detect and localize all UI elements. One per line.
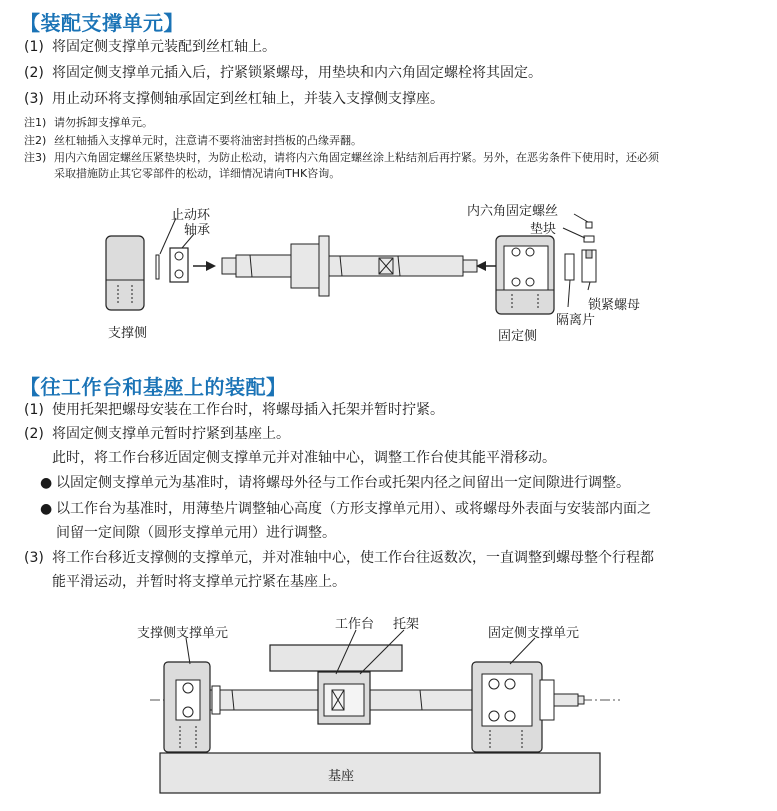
label-lock-nut: 锁紧螺母 — [588, 298, 641, 313]
section1-step-1: (1) 将固定侧支撑单元装配到丝杠轴上。 — [24, 39, 276, 55]
label-fixed-side: 固定侧 — [498, 329, 538, 344]
label-support-unit: 支撑侧支撑单元 — [137, 626, 229, 641]
note-3-cont: 采取措施防止其它零部件的松动，详细情况请向THK咨询。 — [54, 167, 341, 180]
label-collar: 隔离片 — [556, 313, 596, 328]
base-part — [160, 753, 600, 793]
section2-bullet-2-cont: 间留一定间隙（圆形支撑单元用）进行调整。 — [56, 525, 336, 541]
table-part — [270, 645, 402, 671]
section2-bullet-2: ● 以工作台为基准时，用薄垫片调整轴心高度（方形支撑单元用）、或将螺母外表面与安装部内面之 — [40, 501, 651, 517]
label-support-side: 支撑侧 — [108, 326, 148, 341]
nut-bracket — [318, 672, 370, 724]
label-bearing: 轴承 — [184, 223, 211, 238]
note-1: 注1) 请勿拆卸支撑单元。 — [24, 116, 153, 129]
section1-step-2: (2) 将固定侧支撑单元插入后，拧紧锁紧螺母，用垫块和内六角固定螺栓将其固定。 — [24, 65, 542, 81]
section2-step-2-cont: 此时，将工作台移近固定侧支撑单元并对准轴中心，调整工作台使其能平滑移动。 — [52, 450, 556, 466]
label-stop-ring: 止动环 — [171, 208, 211, 223]
section2-step-3: (3) 将工作台移近支撑侧的支撑单元，并对准轴中心，使工作台往返数次，一直调整到螺母整个行程都 — [24, 550, 654, 566]
label-spacer-block: 垫块 — [530, 222, 557, 237]
section1-step-3: (3) 用止动环将支撑侧轴承固定到丝杠轴上，并装入支撑侧支撑座。 — [24, 91, 444, 107]
section2-step-2: (2) 将固定侧支撑单元暂时拧紧到基座上。 — [24, 426, 290, 442]
note-3: 注3) 用内六角固定螺丝压紧垫块时，为防止松动，请将内六角固定螺丝涂上粘结剂后再拧紧。另外，在恶劣条件下使用时，还必须 — [24, 151, 659, 164]
section2-step-3-cont: 能平滑运动，并暂时将支撑单元拧紧在基座上。 — [52, 574, 346, 590]
label-hex-screw: 内六角固定螺丝 — [467, 204, 559, 219]
label-bracket: 托架 — [393, 617, 420, 632]
note-2: 注2) 丝杠轴插入支撑单元时，注意请不要将油密封挡板的凸缘弄翻。 — [24, 134, 362, 147]
section2-title: 【往工作台和基座上的装配】 — [20, 375, 287, 399]
label-table: 工作台 — [335, 617, 375, 632]
section2-bullet-1: ● 以固定侧支撑单元为基准时，请将螺母外径与工作台或托架内径之间留出一定间隙进行调整。 — [40, 475, 630, 491]
support-side-unit — [164, 662, 220, 752]
section2-step-1: (1) 使用托架把螺母安装在工作台时，将螺母插入托架并暂时拧紧。 — [24, 402, 444, 418]
section1-title: 【装配支撑单元】 — [20, 11, 184, 35]
label-base: 基座 — [328, 769, 355, 784]
fixed-side-unit — [472, 662, 554, 752]
label-fixed-unit: 固定侧支撑单元 — [488, 626, 580, 641]
